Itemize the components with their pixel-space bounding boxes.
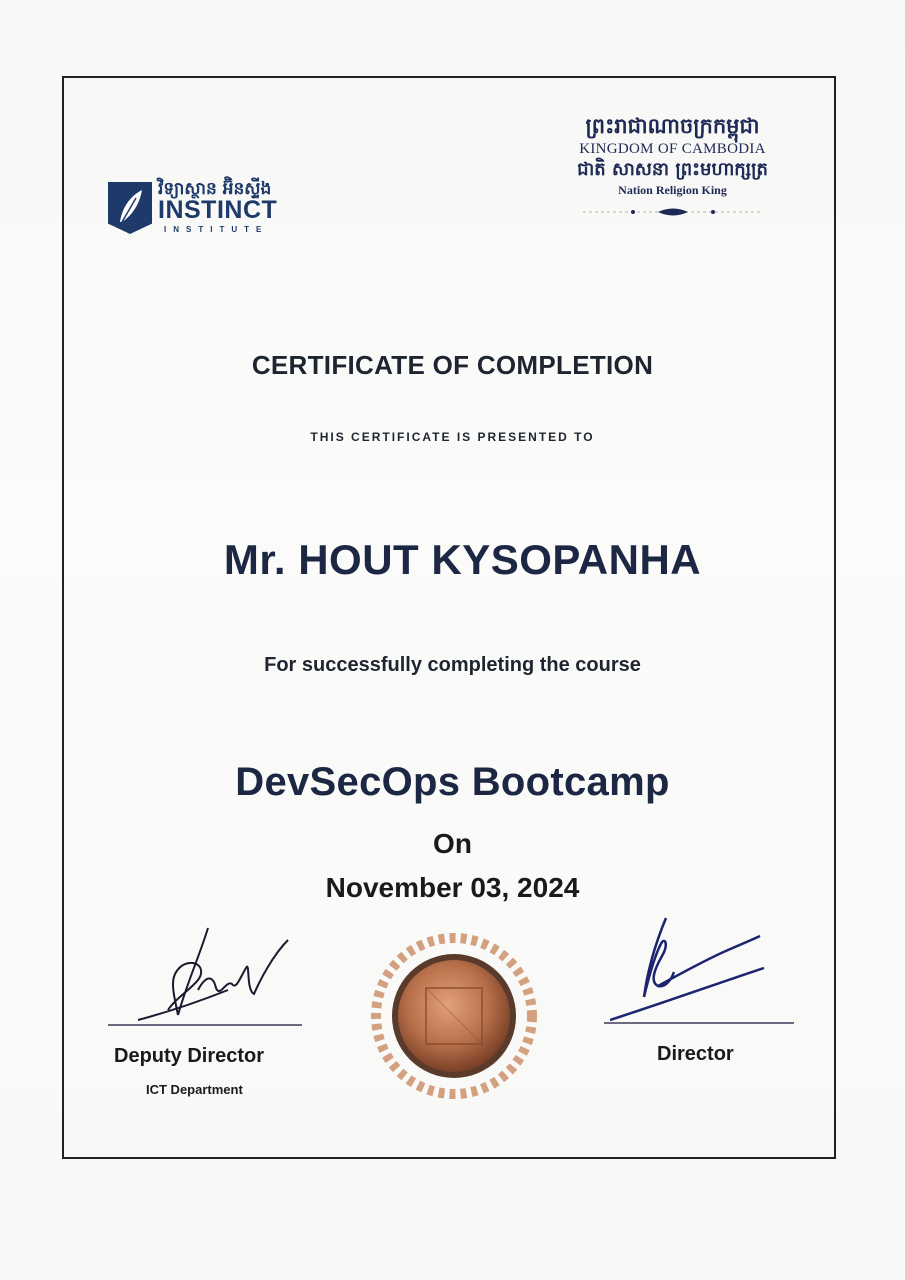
kingdom-header xyxy=(540,112,805,222)
left-signature-line xyxy=(108,1024,302,1026)
left-signatory-title: Deputy Director xyxy=(114,1045,265,1067)
khmer-motto-text: ជាតិ សាសនា ព្រះមហាក្សត្រ xyxy=(577,159,768,180)
right-signature-line xyxy=(604,1022,794,1024)
right-signatory-title: Director xyxy=(657,1043,734,1065)
recipient-name: Mr. HOUT KYSOPANHA xyxy=(223,536,702,583)
logo-subtitle: INSTITUTE xyxy=(164,225,269,234)
completion-date: November 03, 2024 xyxy=(325,872,580,903)
course-name: DevSecOps Bootcamp xyxy=(235,760,670,804)
director-signature xyxy=(610,912,780,1024)
kingdom-text: KINGDOM OF CAMBODIA xyxy=(579,141,766,157)
copper-seal-icon xyxy=(366,930,542,1102)
ornament-divider xyxy=(540,204,805,222)
left-signatory-department: ICT Department xyxy=(146,1082,243,1097)
motto-text: Nation Religion King xyxy=(618,183,727,197)
deputy-director-signature xyxy=(128,920,298,1030)
presented-to-text: THIS CERTIFICATE IS PRESENTED TO xyxy=(310,430,595,444)
logo-name: INSTINCT xyxy=(158,196,278,224)
institute-logo xyxy=(108,178,288,238)
logo-khmer-text: វិទ្យាស្ថាន អ៊ិនស្ទីង xyxy=(158,179,272,199)
completion-text: For successfully completing the course xyxy=(264,654,641,676)
on-label: On xyxy=(433,828,472,859)
khmer-kingdom-text: ព្រះរាជាណាចក្រកម្ពុជា xyxy=(585,114,760,138)
leaf-shield-icon xyxy=(108,182,152,234)
certificate-title: CERTIFICATE OF COMPLETION xyxy=(251,350,654,380)
